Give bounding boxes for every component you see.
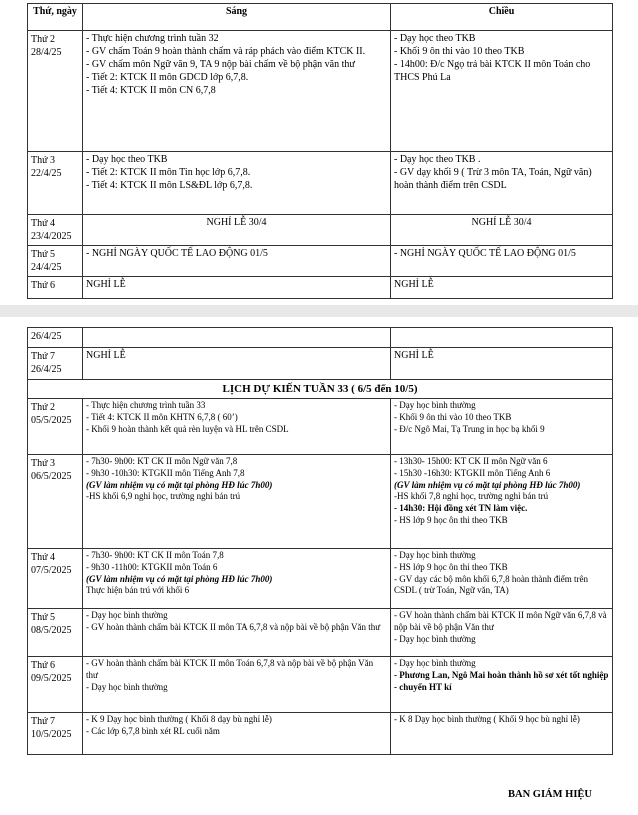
cell-text: NGHỈ LỄ 30/4 — [206, 217, 267, 228]
day-name: 26/4/25 — [31, 331, 62, 342]
cell-line: - Tiết 2: KTCK II môn GDCD lớp 6,7,8. — [86, 72, 249, 83]
col-header-morning: Sáng — [83, 4, 391, 31]
day-cell — [28, 609, 83, 657]
day-date: 09/5/2025 — [31, 673, 72, 685]
afternoon-cell — [391, 713, 613, 755]
page-2 — [0, 317, 638, 815]
page-separator — [0, 305, 638, 317]
week33-title: LỊCH DỰ KIẾN TUẦN 33 ( 6/5 đến 10/5) — [28, 380, 613, 399]
day-name: Thứ 5 — [31, 249, 56, 260]
morning-cell — [83, 215, 391, 246]
cell-line: - Dạy học bình thường — [86, 610, 168, 621]
cell-line: - 7h30- 9h00: KT CK II môn Ngữ văn 7,8 — [86, 456, 238, 467]
cell-line: NGHỈ LỄ — [86, 350, 126, 361]
cell-line: - GV dạy khối 9 ( Trừ 3 môn TA, Toán, Ngữ văn) hoàn thành điểm trên CSDL — [394, 167, 592, 191]
schedule-row — [28, 215, 613, 246]
schedule-row — [28, 348, 613, 380]
cell-line: - Đ/c Ngô Mai, Tạ Trung in học bạ khối 9 — [394, 423, 545, 434]
afternoon-cell — [391, 215, 613, 246]
schedule-row — [28, 609, 613, 657]
day-name: Thứ 3 — [31, 155, 56, 166]
day-cell — [28, 277, 83, 299]
cell-line: - Thực hiện chương trình tuần 32 — [86, 33, 219, 44]
day-cell — [28, 348, 83, 380]
day-cell — [28, 549, 83, 609]
day-date: 06/5/2025 — [31, 471, 72, 483]
cell-line: - 9h30 -10h30: KTGKII môn Tiếng Anh 7,8 — [86, 467, 245, 478]
day-name: Thứ 5 — [31, 612, 56, 624]
day-cell — [28, 246, 83, 277]
cell-line: - GV chấm môn Ngữ văn 9, TA 9 nộp bài chấm về bộ phận văn thư — [86, 59, 355, 70]
morning-cell — [83, 549, 391, 609]
cell-line: - Tiết 2: KTCK II môn Tin học lớp 6,7,8. — [86, 167, 251, 178]
cell-line: NGHỈ LỄ — [394, 350, 434, 361]
cell-line: - 13h30- 15h00: KT CK II môn Ngữ văn 6 — [394, 456, 548, 467]
cell-line: - GV hoàn thành chấm bài KTCK II môn TA 6,7,8 và nộp bài về bộ phận Văn thư — [86, 621, 381, 632]
cell-line: - 14h00: Đ/c Ngọ trả bài KTCK II môn Toán cho THCS Phú La — [394, 59, 591, 83]
day-date: 05/5/2025 — [31, 415, 72, 427]
afternoon-cell — [391, 657, 613, 713]
cell-text: NGHỈ LỄ 30/4 — [471, 217, 532, 228]
morning-cell — [83, 152, 391, 215]
cell-line: - Khối 9 ôn thi vào 10 theo TKB — [394, 46, 525, 57]
afternoon-cell — [391, 455, 613, 549]
day-date: 28/4/25 — [31, 47, 62, 58]
signature-block: BAN GIÁM HIỆU — [508, 789, 593, 800]
cell-line: (GV làm nhiệm vụ có mặt tại phòng HĐ lúc 7h00) — [394, 479, 581, 490]
day-name: Thứ 4 — [31, 218, 56, 229]
day-date: 07/5/2025 — [31, 565, 72, 577]
cell-line: - 9h30 -11h00: KTGKII môn Toán 6 — [86, 561, 218, 572]
schedule-row — [28, 549, 613, 609]
schedule-row — [28, 657, 613, 713]
day-cell — [28, 215, 83, 246]
day-cell — [28, 455, 83, 549]
afternoon-cell — [391, 549, 613, 609]
morning-cell — [83, 713, 391, 755]
day-date: 23/4/2025 — [31, 231, 72, 242]
morning-cell — [83, 455, 391, 549]
day-cell — [28, 657, 83, 713]
week33-title-row — [28, 380, 613, 399]
cell-line: (GV làm nhiệm vụ có mặt tại phòng HĐ lúc 7h00) — [86, 479, 273, 490]
cell-line: - Khối 9 ôn thi vào 10 theo TKB — [394, 411, 512, 422]
day-name: Thứ 2 — [31, 34, 56, 45]
col-header-day: Thứ, ngày — [28, 4, 83, 31]
cell-line: - NGHỈ NGÀY QUỐC TẾ LAO ĐỘNG 01/5 — [86, 248, 268, 259]
day-date: 24/4/25 — [31, 262, 62, 273]
day-name: Thứ 7 — [31, 716, 56, 728]
schedule-row — [28, 455, 613, 549]
cell-line: - Dạy học bình thường — [86, 681, 168, 692]
cell-line: - Khối 9 hoàn thành kết quả rèn luyện và HL trên CSDL — [86, 423, 289, 434]
day-date: 08/5/2025 — [31, 625, 72, 637]
day-name: Thứ 7 — [31, 351, 56, 362]
morning-cell — [83, 609, 391, 657]
schedule-row — [28, 152, 613, 215]
cell-line: - 7h30- 9h00: KT CK II môn Toán 7,8 — [86, 550, 224, 561]
schedule-row — [28, 246, 613, 277]
afternoon-cell — [391, 348, 613, 380]
afternoon-cell — [391, 31, 613, 152]
morning-cell — [83, 277, 391, 299]
page-1 — [0, 0, 638, 305]
morning-cell — [83, 399, 391, 455]
cell-line: - Dạy học bình thường — [394, 658, 476, 669]
afternoon-cell — [391, 609, 613, 657]
afternoon-cell — [391, 246, 613, 277]
cell-line: - HS lớp 9 học ôn thi theo TKB — [394, 561, 508, 572]
day-cell — [28, 713, 83, 755]
col-header-afternoon: Chiều — [391, 4, 613, 31]
morning-cell — [83, 31, 391, 152]
schedule-row — [28, 31, 613, 152]
day-date: 22/4/25 — [31, 168, 62, 179]
cell-line: - 14h30: Hội đồng xét TN làm việc. — [394, 503, 528, 514]
day-name: Thứ 6 — [31, 660, 56, 672]
afternoon-cell — [391, 328, 613, 348]
cell-line: Thực hiện bán trú với khối 6 — [86, 585, 190, 596]
day-cell — [28, 399, 83, 455]
afternoon-cell — [391, 277, 613, 299]
cell-line: NGHỈ LỄ — [394, 279, 434, 290]
morning-cell — [83, 328, 391, 348]
cell-line: -HS khối 6,9 nghỉ học, trường nghỉ bán trú — [86, 491, 241, 502]
cell-line: - Dạy học bình thường — [394, 400, 476, 411]
cell-line: - Dạy học bình thường — [394, 550, 476, 561]
cell-line: - K 8 Dạy học bình thường ( Khối 9 học bù nghỉ lễ) — [394, 714, 580, 725]
day-cell — [28, 31, 83, 152]
cell-line: (GV làm nhiệm vụ có mặt tại phòng HĐ lúc 7h00) — [86, 573, 273, 584]
cell-line: NGHỈ LỄ — [86, 279, 126, 290]
cell-line: - Các lớp 6,7,8 bình xét RL cuối năm — [86, 725, 220, 736]
afternoon-cell — [391, 152, 613, 215]
cell-line: - GV dạy các bộ môn khối 6,7,8 hoàn thành điểm trên CSDL ( trừ Toán, Ngữ văn, TA) — [394, 573, 589, 596]
cell-line: - Thực hiện chương trình tuần 33 — [86, 400, 206, 411]
cell-line: - Dạy học theo TKB . — [394, 154, 481, 165]
schedule-row — [28, 328, 613, 348]
cell-line: - Dạy học theo TKB — [394, 33, 476, 44]
cell-line: - Phương Lan, Ngô Mai hoàn thành hồ sơ xét tốt nghiệp - chuyển HT kí — [394, 669, 609, 692]
cell-line: - Tiết 4: KTCK II môn KHTN 6,7,8 ( 60’) — [86, 411, 238, 422]
cell-line: - Dạy học theo TKB — [86, 154, 168, 165]
day-date: 10/5/2025 — [31, 729, 72, 741]
schedule-row — [28, 713, 613, 755]
cell-line: -HS khối 7,8 nghỉ học, trường nghỉ bán trú — [394, 491, 549, 502]
week32-schedule-table — [27, 3, 613, 299]
cell-line: - NGHỈ NGÀY QUỐC TẾ LAO ĐỘNG 01/5 — [394, 248, 576, 259]
schedule-row — [28, 399, 613, 455]
cell-line: - GV hoàn thành chấm bài KTCK II môn Ngữ văn 6,7,8 và nộp bài về bộ phận Văn thư — [394, 610, 607, 632]
day-name: Thứ 3 — [31, 458, 56, 470]
day-cell — [28, 328, 83, 348]
day-name: Thứ 2 — [31, 402, 56, 414]
cell-line: - 15h30 -16h30: KTGKII môn Tiếng Anh 6 — [394, 467, 551, 478]
morning-cell — [83, 657, 391, 713]
morning-cell — [83, 348, 391, 380]
cell-line: - GV hoàn thành chấm bài KTCK II môn Toán 6,7,8 và nộp bài về bộ phận Văn thư — [86, 658, 374, 680]
cell-line: - Tiết 4: KTCK II môn LS&ĐL lớp 6,7,8. — [86, 180, 253, 191]
cell-line: - Dạy học bình thường — [394, 633, 476, 644]
day-name: Thứ 4 — [31, 552, 56, 564]
afternoon-cell — [391, 399, 613, 455]
week33-schedule-table — [27, 327, 613, 755]
cell-line: - HS lớp 9 học ôn thi theo TKB — [394, 514, 508, 525]
cell-line: - Tiết 4: KTCK II môn CN 6,7,8 — [86, 85, 216, 96]
schedule-row — [28, 277, 613, 299]
cell-line: - GV chấm Toán 9 hoàn thành chấm và ráp phách vào điểm KTCK II. — [86, 46, 366, 57]
day-cell — [28, 152, 83, 215]
cell-line: - K 9 Dạy học bình thường ( Khối 8 dạy bù nghỉ lễ) — [86, 714, 272, 725]
day-date: 26/4/25 — [31, 364, 62, 375]
morning-cell — [83, 246, 391, 277]
day-name: Thứ 6 — [31, 280, 56, 291]
